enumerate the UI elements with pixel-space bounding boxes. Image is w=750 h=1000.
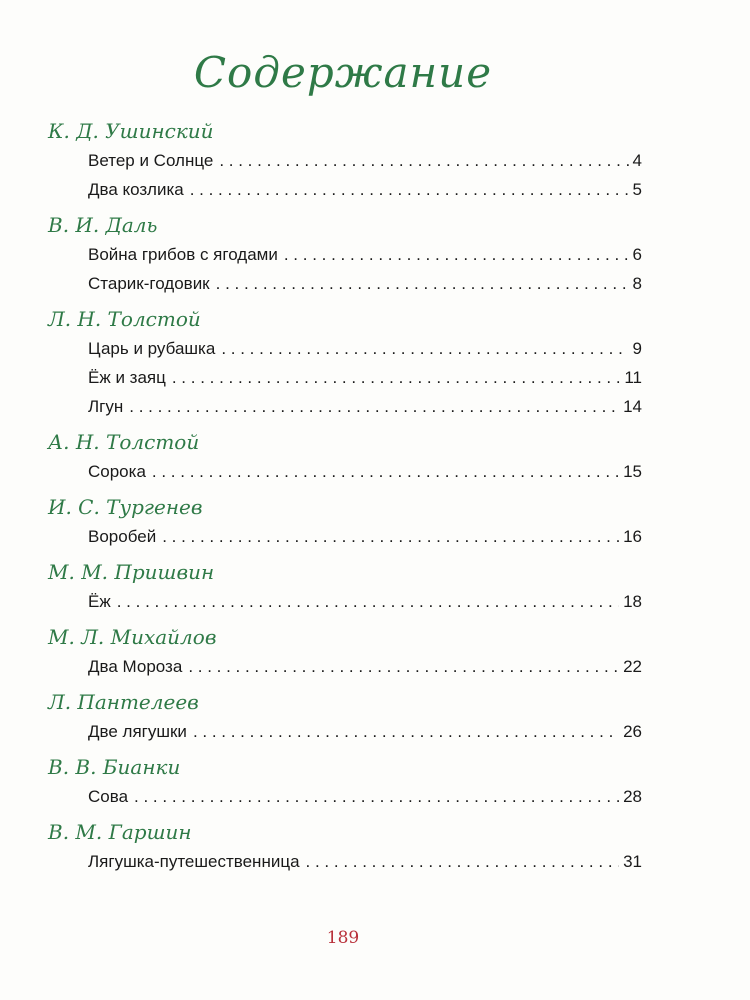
entry-title: Царь и рубашка — [88, 339, 216, 358]
dot-leader — [216, 269, 629, 298]
dot-leader — [172, 363, 620, 392]
entry-title: Лягушка-путешественница — [88, 852, 300, 871]
author-name: В. М. Гаршин — [48, 820, 192, 844]
dot-leader — [188, 652, 619, 681]
author-name: Л. Н. Толстой — [48, 307, 201, 331]
entry-page-number: 9 — [632, 339, 642, 358]
page-number: 189 — [326, 928, 360, 948]
author-name: А. Н. Толстой — [48, 430, 200, 454]
entry-page-number: 14 — [623, 397, 642, 416]
entry-title: Ёж и заяц — [88, 368, 166, 387]
toc-entry — [88, 717, 642, 746]
toc-entry — [88, 363, 642, 392]
author-name: И. С. Тургенев — [48, 495, 203, 519]
dot-leader — [190, 175, 629, 204]
author-name: В. И. Даль — [48, 213, 158, 237]
toc-entry — [88, 392, 642, 421]
dot-leader — [193, 717, 619, 746]
dot-leader — [284, 240, 629, 269]
entry-page-number: 8 — [632, 274, 642, 293]
entry-title: Два Мороза — [88, 657, 183, 676]
entry-page-number: 18 — [623, 592, 642, 611]
dot-leader — [221, 334, 628, 363]
toc-section — [48, 492, 642, 551]
toc-entry — [88, 522, 642, 551]
toc-section — [48, 427, 642, 486]
toc-entry — [88, 587, 642, 616]
toc-section — [48, 304, 642, 421]
toc-entry — [88, 269, 642, 298]
dot-leader — [152, 457, 619, 486]
author-name: В. В. Бианки — [48, 755, 181, 779]
author-name: Л. Пантелеев — [48, 690, 199, 714]
entry-page-number: 31 — [623, 852, 642, 871]
entry-title: Два козлика — [88, 180, 184, 199]
toc-entry — [88, 146, 642, 175]
dot-leader — [117, 587, 619, 616]
toc-entry — [88, 847, 642, 876]
entry-title: Старик-годовик — [88, 274, 210, 293]
entry-page-number: 15 — [623, 462, 642, 481]
toc-section — [48, 210, 642, 298]
page-title: Содержание — [193, 48, 493, 97]
entry-title: Ёж — [88, 592, 111, 611]
toc-entry — [88, 782, 642, 811]
entry-title: Ветер и Солнце — [88, 151, 214, 170]
entry-page-number: 4 — [632, 151, 642, 170]
toc-section — [48, 116, 642, 204]
entry-title: Война грибов с ягодами — [88, 245, 278, 264]
dot-leader — [219, 146, 628, 175]
toc-entry — [88, 457, 642, 486]
entry-page-number: 16 — [623, 527, 642, 546]
toc-entry — [88, 175, 642, 204]
toc-entry — [88, 334, 642, 363]
entry-page-number: 28 — [623, 787, 642, 806]
toc-section — [48, 752, 642, 811]
toc-entry — [88, 652, 642, 681]
toc-entry — [88, 240, 642, 269]
entry-page-number: 26 — [623, 722, 642, 741]
entry-page-number: 5 — [632, 180, 642, 199]
entry-title: Сова — [88, 787, 129, 806]
author-name: М. М. Пришвин — [48, 560, 215, 584]
entry-page-number: 11 — [624, 368, 642, 387]
author-name: М. Л. Михайлов — [48, 625, 217, 649]
dot-leader — [306, 847, 620, 876]
table-of-contents — [48, 110, 642, 876]
entry-title: Лгун — [88, 397, 124, 416]
dot-leader — [134, 782, 619, 811]
dot-leader — [129, 392, 619, 421]
entry-title: Сорока — [88, 462, 146, 481]
toc-section — [48, 557, 642, 616]
dot-leader — [162, 522, 619, 551]
entry-title: Две лягушки — [88, 722, 187, 741]
author-name: К. Д. Ушинский — [48, 119, 214, 143]
toc-section — [48, 687, 642, 746]
toc-section — [48, 622, 642, 681]
entry-page-number: 22 — [623, 657, 642, 676]
entry-page-number: 6 — [632, 245, 642, 264]
entry-title: Воробей — [88, 527, 157, 546]
toc-section — [48, 817, 642, 876]
